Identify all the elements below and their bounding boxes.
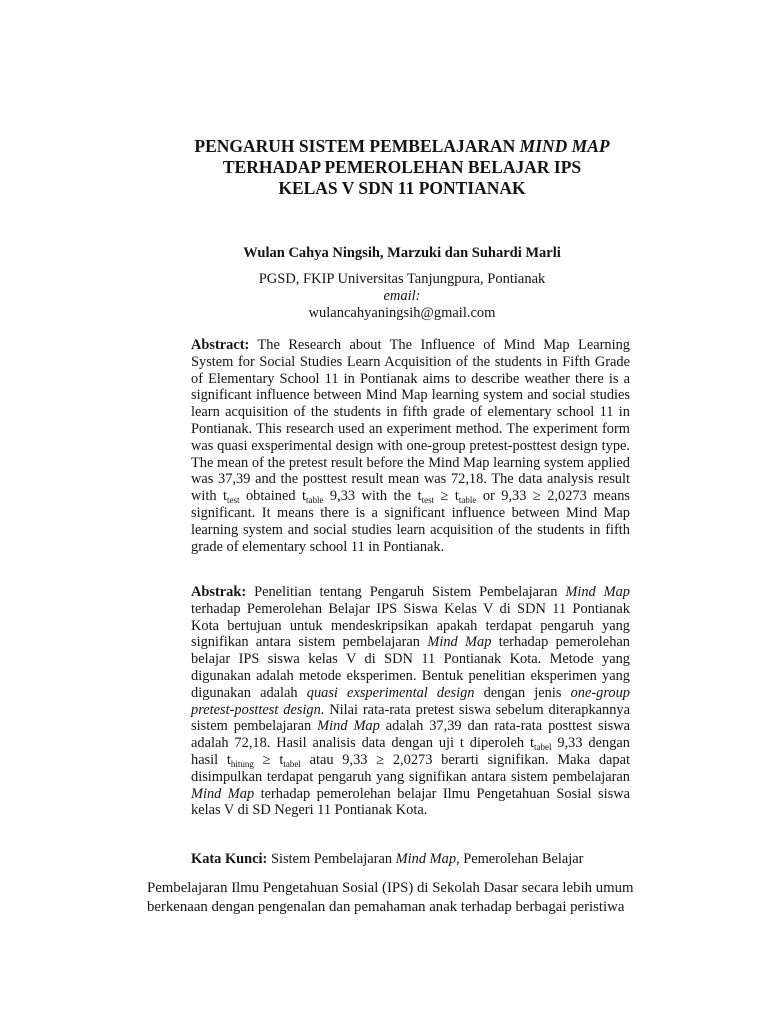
abstrak-italic: Mind Map [191,785,255,802]
title-line-1-text: PENGARUH SISTEM PEMBELAJARAN [194,136,520,156]
abstrak-text: Nilai rata-rata pretest siswa sebelum diterapkannya sistem pembelajaran [191,701,630,735]
abstract-text: or 9,33 ≥ 2,0273 means significant. It means there is a significant influence between Mind Map learning system and social studies learn acquisition of the students in fifth grade of elementary school 11 in Pontianak. [191,488,630,555]
abstrak-text: terhadap Pemerolehan Belajar IPS Siswa Kelas V di SDN 11 Pontianak Kota bertujuan untuk mendeskripsikan apakah terdapat pengaruh yang signifikan antara sistem pembelajaran [191,600,630,651]
keywords-text: Sistem Pembelajaran [267,851,396,867]
body-line-1: Pembelajaran Ilmu Pengetahuan Sosial (IPS) di Sekolah Dasar secara lebih umum [147,880,634,896]
abstrak-text: terhadap pemerolehan belajar IPS siswa kelas V di SDN 11 Pontianak Kota. Metode yang digunakan adalah metode eksperimen. Bentuk penelitian eksperimen yang digunakan adalah [191,634,630,701]
abstract-text: obtained t [239,488,306,505]
abstrak-italic: quasi exsperimental design [306,684,475,701]
abstract-text: 9,33 with the t [323,488,422,505]
body-paragraph [147,879,655,917]
abstract-indonesian [191,584,630,819]
subscript: tabel [534,742,552,753]
email-address: wulancahyaningsih@gmail.com [308,305,496,321]
subscript: test [421,495,435,506]
keywords-label: Kata Kunci: [191,851,268,867]
abstrak-text: ≥ t [253,751,284,768]
title-line-1-italic: MIND MAP [519,136,610,156]
abstrak-text: terhadap pemerolehan belajar Ilmu Pengetahuan Sosial siswa kelas V di SD Negeri 11 Pontianak Kota. [191,785,630,819]
subscript: hitung [230,758,254,769]
keywords-italic: Mind Map [395,851,457,867]
abstrak-italic: Mind Map [565,584,630,600]
abstrak-italic: one-group pretest-posttest design. [191,684,630,718]
subscript: test [227,495,240,506]
abstract-label: Abstract: [191,337,250,353]
subscript: table [305,495,324,506]
abstract-text: The Research about The Influence of Mind Map Learning System for Social Studies Learn Acquisition of the students in Fifth Grade of Elementary School 11 in Pontianak aims to describe weather there is a significant influence between Mind Map learning system and social studies learn acquisition of the students in fifth grade of elementary school 11 in Pontianak. This research used an experiment method. The experiment form was quasi exsperimental design with one-group pretest-posttest design type. The mean of the pretest result before the Mind Map learning system applied was 37,39 and the posttest result mean was 72,18. The data analysis result with t [191,337,630,505]
abstrak-text: adalah 37,39 dan rata-rata posttest siswa adalah 72,18. Hasil analisis data dengan uji t diperoleh t [191,718,630,752]
subscript: tabel [283,758,301,769]
abstrak-text: atau 9,33 ≥ 2,0273 berarti signifikan. Maka dapat disimpulkan terdapat pengaruh yang signifikan antara sistem pembelajaran [191,751,631,785]
keywords [191,851,631,868]
title-line-1 [0,136,768,157]
affiliation-email-line [0,288,768,322]
email-label: email: [383,288,421,304]
abstrak-italic: Mind Map [317,718,380,735]
abstract-text: ≥ t [434,488,459,505]
abstrak-text: dengan jenis [474,684,571,701]
title-line-3: KELAS V SDN 11 PONTIANAK [278,178,526,198]
author-list: Wulan Cahya Ningsih, Marzuki dan Suhardi Marli [243,245,561,261]
affiliation [0,271,768,322]
title-line-2: TERHADAP PEMEROLEHAN BELAJAR IPS [222,157,582,177]
keywords-text: , Pemerolehan Belajar [456,851,584,867]
affiliation-institution: PGSD, FKIP Universitas Tanjungpura, Pontianak [258,271,546,287]
abstrak-text: 9,33 dengan hasil t [191,735,630,768]
subscript: table [458,495,477,506]
abstrak-text: Penelitian tentang Pengaruh Sistem Pembelajaran [246,584,566,600]
body-line-2: berkenaan dengan pengenalan dan pemahaman anak terhadap berbagai peristiwa [147,899,625,915]
abstract-english [191,337,630,555]
paper-title [0,136,768,199]
abstrak-label: Abstrak: [191,584,247,600]
abstrak-italic: Mind Map [427,634,492,651]
